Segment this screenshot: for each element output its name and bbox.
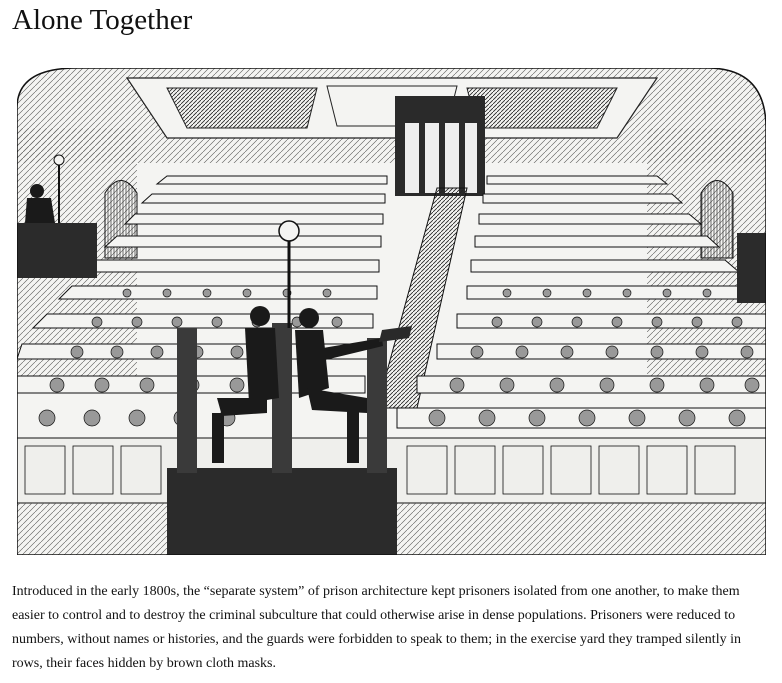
prison-chapel-illustration [17,68,766,555]
caption-paragraph: Introduced in the early 1800s, the “separate system” of prison architecture kept prisoners isolated from one another, to make them easier to control and to destroy the criminal subculture that could otherwise arise in dense populations. Prisoners were reduced to numbers, without names or histories, and the guards were forbidden to speak to them; in the exercise yard they tramped silently in rows, their faces hidden by brown cloth masks. [12,584,741,671]
page-title: Alone Together [12,4,193,36]
